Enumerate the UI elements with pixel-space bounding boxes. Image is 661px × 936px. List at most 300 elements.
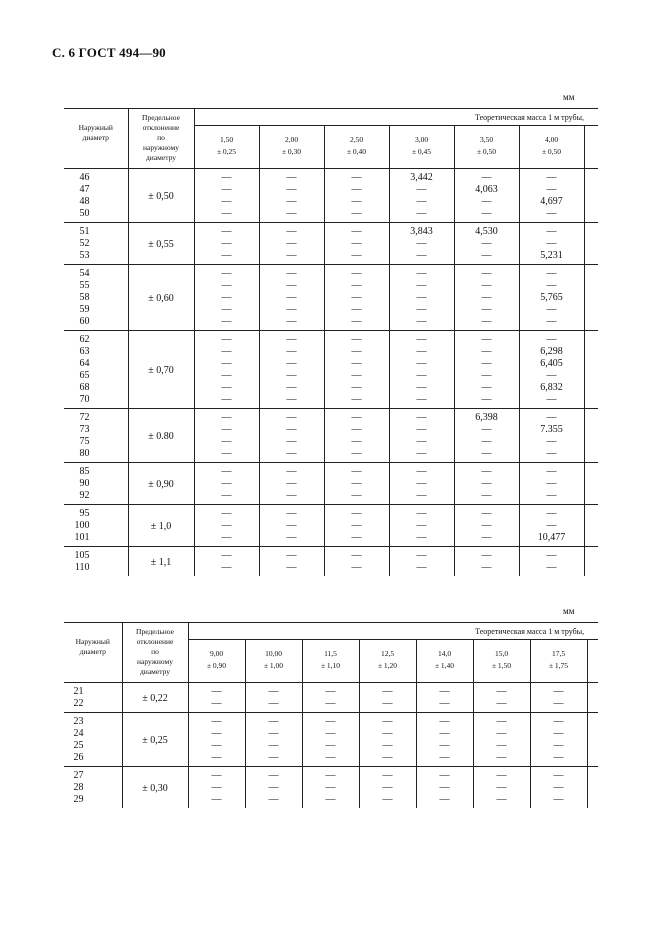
mass-value: — bbox=[416, 280, 427, 291]
mass-value: — bbox=[416, 304, 427, 315]
mass-value: — bbox=[286, 238, 297, 249]
column-wall-thickness: 9,00 bbox=[209, 649, 224, 658]
spare-cell bbox=[584, 547, 598, 577]
diameter-value: 101 bbox=[74, 532, 90, 543]
mass-value: — bbox=[351, 334, 362, 345]
mass-cell bbox=[194, 223, 259, 265]
header-tolerance-label: Предельное отклонение по наружному диаметру bbox=[136, 627, 174, 676]
mass-value: — bbox=[286, 394, 297, 405]
mass-value: — bbox=[496, 728, 507, 739]
diameter-cell bbox=[64, 767, 122, 809]
mass-value: — bbox=[286, 532, 297, 543]
mass-cell bbox=[188, 683, 245, 713]
column-head bbox=[259, 126, 324, 169]
mass-cell bbox=[416, 713, 473, 767]
column-wall-thickness: 10,00 bbox=[265, 649, 282, 658]
mass-cell bbox=[473, 767, 530, 809]
diameter-value: 54 bbox=[79, 268, 90, 279]
mass-value: — bbox=[351, 250, 362, 261]
column-wall-tolerance: ± 0,50 bbox=[541, 147, 562, 156]
diameter-value: 47 bbox=[79, 184, 90, 195]
column-wall-tolerance: ± 0,30 bbox=[281, 147, 302, 156]
table-row-group bbox=[64, 265, 598, 331]
mass-cell bbox=[259, 169, 324, 223]
mass-value: — bbox=[286, 448, 297, 459]
mass-value: — bbox=[286, 478, 297, 489]
mass-cell bbox=[259, 331, 324, 409]
column-head-spare bbox=[584, 126, 598, 169]
diameter-cell bbox=[64, 683, 122, 713]
diameter-value: 85 bbox=[79, 466, 90, 477]
mass-value: — bbox=[546, 268, 557, 279]
mass-value: — bbox=[382, 740, 393, 751]
diameter-value: 26 bbox=[73, 752, 84, 763]
mass-cell bbox=[324, 169, 389, 223]
mass-value: — bbox=[351, 208, 362, 219]
diameter-value: 72 bbox=[79, 412, 90, 423]
diameter-value: 51 bbox=[79, 226, 90, 237]
mass-cell bbox=[389, 505, 454, 547]
mass-cell bbox=[194, 331, 259, 409]
mass-value: — bbox=[481, 208, 492, 219]
mass-cell bbox=[359, 683, 416, 713]
diameter-value: 22 bbox=[73, 698, 84, 709]
mass-value: — bbox=[382, 782, 393, 793]
mass-value: — bbox=[546, 316, 557, 327]
column-head bbox=[194, 126, 259, 169]
mass-value: — bbox=[221, 184, 232, 195]
mass-value: — bbox=[416, 208, 427, 219]
mass-value: — bbox=[481, 316, 492, 327]
column-wall-thickness: 2,50 bbox=[349, 135, 364, 144]
mass-value: 7.355 bbox=[540, 424, 563, 435]
mass-cell bbox=[245, 713, 302, 767]
mass-value: — bbox=[439, 698, 450, 709]
mass-value: — bbox=[351, 532, 362, 543]
mass-value: — bbox=[416, 250, 427, 261]
mass-value: — bbox=[268, 782, 279, 793]
spare-cell bbox=[584, 265, 598, 331]
table-1 bbox=[64, 108, 598, 576]
mass-value: — bbox=[416, 334, 427, 345]
header-diameter-label: Наружный диаметр bbox=[78, 123, 113, 142]
mass-value: — bbox=[416, 508, 427, 519]
diameter-value: 58 bbox=[79, 292, 90, 303]
mass-value: — bbox=[481, 448, 492, 459]
mass-value: — bbox=[382, 686, 393, 697]
mass-value: — bbox=[221, 208, 232, 219]
mass-value: — bbox=[546, 550, 557, 561]
mass-cell bbox=[194, 169, 259, 223]
mass-cell bbox=[519, 169, 584, 223]
mass-value: — bbox=[416, 520, 427, 531]
mass-value: — bbox=[416, 346, 427, 357]
mass-value: — bbox=[221, 508, 232, 519]
mass-value: — bbox=[286, 208, 297, 219]
mass-value: — bbox=[546, 208, 557, 219]
mass-cell bbox=[454, 463, 519, 505]
mass-value: — bbox=[268, 728, 279, 739]
column-wall-thickness: 1,50 bbox=[219, 135, 234, 144]
table-2 bbox=[64, 622, 598, 808]
mass-value: — bbox=[351, 394, 362, 405]
mass-cell bbox=[359, 713, 416, 767]
mass-value: — bbox=[439, 770, 450, 781]
column-wall-tolerance: ± 1,20 bbox=[377, 661, 398, 670]
mass-value: — bbox=[481, 466, 492, 477]
mass-value: — bbox=[351, 184, 362, 195]
mass-cell bbox=[259, 265, 324, 331]
mass-value: — bbox=[286, 304, 297, 315]
mass-value: — bbox=[496, 782, 507, 793]
mass-cell bbox=[454, 547, 519, 577]
mass-value: — bbox=[221, 448, 232, 459]
table-row-group bbox=[64, 767, 598, 809]
mass-cell bbox=[302, 767, 359, 809]
mass-value: — bbox=[553, 794, 564, 805]
mass-value: — bbox=[351, 268, 362, 279]
mass-cell bbox=[324, 547, 389, 577]
mass-value: — bbox=[481, 394, 492, 405]
mass-value: 6,832 bbox=[540, 382, 563, 393]
column-wall-tolerance: ± 1,40 bbox=[434, 661, 455, 670]
mass-value: — bbox=[553, 752, 564, 763]
mass-cell bbox=[530, 713, 587, 767]
mass-cell bbox=[194, 265, 259, 331]
mass-value: — bbox=[546, 436, 557, 447]
mass-value: — bbox=[221, 292, 232, 303]
mass-value: — bbox=[481, 562, 492, 573]
mass-value: — bbox=[221, 550, 232, 561]
mass-cell bbox=[259, 505, 324, 547]
table-1-unit: мм bbox=[563, 92, 575, 102]
mass-value: — bbox=[481, 508, 492, 519]
mass-cell bbox=[324, 409, 389, 463]
column-head bbox=[188, 640, 245, 683]
mass-value: — bbox=[325, 794, 336, 805]
column-wall-tolerance: ± 0,25 bbox=[216, 147, 237, 156]
mass-cell bbox=[416, 683, 473, 713]
mass-value: — bbox=[416, 412, 427, 423]
mass-value: — bbox=[546, 172, 557, 183]
diameter-cell bbox=[64, 505, 128, 547]
mass-value: — bbox=[211, 782, 222, 793]
mass-value: — bbox=[481, 238, 492, 249]
mass-value: — bbox=[221, 346, 232, 357]
mass-value: — bbox=[546, 490, 557, 501]
mass-value: — bbox=[481, 478, 492, 489]
mass-value: — bbox=[221, 436, 232, 447]
mass-cell bbox=[245, 767, 302, 809]
column-head bbox=[389, 126, 454, 169]
header-diameter bbox=[64, 623, 122, 683]
diameter-cell bbox=[64, 265, 128, 331]
column-wall-tolerance: ± 0,40 bbox=[346, 147, 367, 156]
column-head bbox=[416, 640, 473, 683]
mass-cell bbox=[454, 331, 519, 409]
column-head bbox=[454, 126, 519, 169]
mass-value: — bbox=[325, 686, 336, 697]
mass-value: — bbox=[211, 752, 222, 763]
header-mass-title: Теоретическая масса 1 м трубы, bbox=[194, 109, 598, 126]
diameter-value: 21 bbox=[73, 686, 84, 697]
mass-value: — bbox=[546, 184, 557, 195]
mass-value: — bbox=[553, 740, 564, 751]
mass-value: — bbox=[416, 478, 427, 489]
mass-value: — bbox=[325, 698, 336, 709]
mass-cell bbox=[530, 767, 587, 809]
header-mass-title: Теоретическая масса 1 м трубы, bbox=[188, 623, 598, 640]
mass-value: — bbox=[325, 782, 336, 793]
mass-cell bbox=[389, 265, 454, 331]
tolerance-cell: ± 0.80 bbox=[128, 409, 194, 463]
mass-cell bbox=[389, 463, 454, 505]
mass-value: — bbox=[416, 316, 427, 327]
spare-cell bbox=[587, 767, 598, 809]
mass-value: — bbox=[416, 532, 427, 543]
mass-value: — bbox=[211, 728, 222, 739]
mass-value: — bbox=[553, 770, 564, 781]
table-row-group bbox=[64, 713, 598, 767]
mass-value: — bbox=[481, 280, 492, 291]
mass-value: — bbox=[496, 770, 507, 781]
column-head bbox=[324, 126, 389, 169]
mass-value: — bbox=[286, 412, 297, 423]
mass-value: — bbox=[481, 268, 492, 279]
mass-value: — bbox=[221, 304, 232, 315]
diameter-cell bbox=[64, 169, 128, 223]
mass-value: — bbox=[481, 490, 492, 501]
mass-value: — bbox=[481, 196, 492, 207]
mass-cell bbox=[324, 505, 389, 547]
mass-value: 5,231 bbox=[540, 250, 563, 261]
tolerance-cell: ± 0,60 bbox=[128, 265, 194, 331]
mass-cell bbox=[473, 713, 530, 767]
mass-value: — bbox=[286, 268, 297, 279]
mass-cell bbox=[324, 223, 389, 265]
mass-value: — bbox=[286, 490, 297, 501]
mass-value: — bbox=[416, 424, 427, 435]
mass-value: — bbox=[351, 382, 362, 393]
diameter-value: 100 bbox=[74, 520, 90, 531]
diameter-value: 23 bbox=[73, 716, 84, 727]
mass-value: — bbox=[286, 250, 297, 261]
column-wall-thickness: 3,50 bbox=[479, 135, 494, 144]
mass-value: — bbox=[481, 250, 492, 261]
mass-value: — bbox=[325, 752, 336, 763]
mass-value: — bbox=[351, 226, 362, 237]
mass-value: — bbox=[481, 370, 492, 381]
mass-value: — bbox=[286, 334, 297, 345]
table-row-group bbox=[64, 409, 598, 463]
mass-value: — bbox=[221, 412, 232, 423]
tolerance-cell: ± 0,50 bbox=[128, 169, 194, 223]
column-head bbox=[245, 640, 302, 683]
header-tolerance-label: Предельное отклонение по наружному диаметру bbox=[142, 113, 180, 162]
mass-value: — bbox=[546, 280, 557, 291]
mass-value: — bbox=[439, 752, 450, 763]
mass-value: — bbox=[496, 716, 507, 727]
diameter-cell bbox=[64, 223, 128, 265]
diameter-value: 65 bbox=[79, 370, 90, 381]
mass-value: — bbox=[481, 334, 492, 345]
mass-value: — bbox=[439, 686, 450, 697]
mass-value: — bbox=[268, 770, 279, 781]
spare-cell bbox=[584, 463, 598, 505]
mass-value: — bbox=[286, 508, 297, 519]
diameter-value: 90 bbox=[79, 478, 90, 489]
mass-cell bbox=[194, 505, 259, 547]
mass-value: — bbox=[351, 478, 362, 489]
diameter-value: 50 bbox=[79, 208, 90, 219]
diameter-cell bbox=[64, 463, 128, 505]
mass-value: — bbox=[221, 358, 232, 369]
mass-value: — bbox=[416, 358, 427, 369]
spare-cell bbox=[584, 505, 598, 547]
mass-cell bbox=[389, 169, 454, 223]
mass-value: — bbox=[546, 370, 557, 381]
mass-value: — bbox=[221, 316, 232, 327]
mass-value: — bbox=[286, 424, 297, 435]
mass-value: — bbox=[286, 520, 297, 531]
mass-value: — bbox=[382, 770, 393, 781]
mass-value: — bbox=[221, 196, 232, 207]
mass-value: 6,398 bbox=[475, 412, 498, 423]
table-row-group bbox=[64, 505, 598, 547]
diameter-value: 110 bbox=[74, 562, 90, 573]
diameter-value: 59 bbox=[79, 304, 90, 315]
mass-value: — bbox=[481, 382, 492, 393]
mass-value: — bbox=[286, 280, 297, 291]
mass-value: — bbox=[268, 752, 279, 763]
mass-value: — bbox=[221, 334, 232, 345]
mass-value: — bbox=[211, 740, 222, 751]
mass-cell bbox=[188, 767, 245, 809]
mass-value: — bbox=[496, 686, 507, 697]
mass-value: — bbox=[221, 520, 232, 531]
mass-cell bbox=[359, 767, 416, 809]
mass-value: — bbox=[221, 370, 232, 381]
mass-value: — bbox=[416, 238, 427, 249]
mass-value: — bbox=[221, 532, 232, 543]
mass-value: — bbox=[221, 172, 232, 183]
mass-value: — bbox=[439, 728, 450, 739]
mass-value: — bbox=[211, 716, 222, 727]
mass-value: — bbox=[221, 466, 232, 477]
header-diameter-label: Наружный диаметр bbox=[75, 637, 110, 656]
mass-value: — bbox=[481, 346, 492, 357]
mass-cell bbox=[194, 547, 259, 577]
diameter-value: 92 bbox=[79, 490, 90, 501]
mass-value: — bbox=[325, 716, 336, 727]
table-row-group bbox=[64, 463, 598, 505]
mass-value: 4,530 bbox=[475, 226, 498, 237]
mass-value: — bbox=[351, 238, 362, 249]
mass-value: — bbox=[221, 424, 232, 435]
header-diameter bbox=[64, 109, 128, 169]
mass-cell bbox=[454, 265, 519, 331]
spare-cell bbox=[584, 409, 598, 463]
mass-value: — bbox=[351, 490, 362, 501]
mass-value: — bbox=[546, 466, 557, 477]
mass-value: — bbox=[481, 436, 492, 447]
tolerance-cell: ± 0,90 bbox=[128, 463, 194, 505]
mass-value: — bbox=[221, 280, 232, 291]
mass-cell bbox=[324, 331, 389, 409]
mass-value: — bbox=[286, 436, 297, 447]
mass-value: 6,405 bbox=[540, 358, 563, 369]
mass-value: — bbox=[286, 172, 297, 183]
mass-value: — bbox=[439, 716, 450, 727]
column-wall-tolerance: ± 0,50 bbox=[476, 147, 497, 156]
spare-cell bbox=[584, 331, 598, 409]
diameter-value: 60 bbox=[79, 316, 90, 327]
mass-value: — bbox=[221, 250, 232, 261]
mass-value: — bbox=[286, 466, 297, 477]
diameter-value: 46 bbox=[79, 172, 90, 183]
mass-value: — bbox=[546, 562, 557, 573]
mass-value: — bbox=[325, 770, 336, 781]
mass-cell bbox=[324, 463, 389, 505]
mass-value: — bbox=[481, 358, 492, 369]
header-tolerance bbox=[122, 623, 188, 683]
diameter-value: 27 bbox=[73, 770, 84, 781]
mass-cell bbox=[519, 505, 584, 547]
mass-cell bbox=[194, 463, 259, 505]
column-head bbox=[530, 640, 587, 683]
mass-value: — bbox=[286, 196, 297, 207]
diameter-value: 25 bbox=[73, 740, 84, 751]
mass-value: 3,442 bbox=[410, 172, 433, 183]
column-wall-thickness: 12,5 bbox=[380, 649, 395, 658]
mass-value: — bbox=[546, 334, 557, 345]
mass-value: — bbox=[221, 562, 232, 573]
diameter-value: 105 bbox=[74, 550, 90, 561]
tolerance-cell: ± 0,55 bbox=[128, 223, 194, 265]
mass-value: — bbox=[439, 782, 450, 793]
mass-cell bbox=[389, 409, 454, 463]
column-wall-thickness: 3,00 bbox=[414, 135, 429, 144]
mass-cell bbox=[302, 713, 359, 767]
mass-value: — bbox=[286, 316, 297, 327]
mass-value: — bbox=[496, 752, 507, 763]
diameter-value: 95 bbox=[79, 508, 90, 519]
mass-value: — bbox=[351, 412, 362, 423]
mass-cell bbox=[519, 547, 584, 577]
mass-value: — bbox=[546, 478, 557, 489]
spare-cell bbox=[587, 713, 598, 767]
mass-cell bbox=[194, 409, 259, 463]
mass-value: — bbox=[496, 794, 507, 805]
mass-value: — bbox=[546, 520, 557, 531]
mass-value: — bbox=[351, 292, 362, 303]
diameter-value: 73 bbox=[79, 424, 90, 435]
mass-value: — bbox=[481, 520, 492, 531]
tolerance-cell: ± 0,30 bbox=[122, 767, 188, 809]
mass-cell bbox=[454, 223, 519, 265]
mass-value: — bbox=[211, 794, 222, 805]
mass-value: — bbox=[268, 794, 279, 805]
diameter-cell bbox=[64, 547, 128, 577]
mass-value: — bbox=[211, 698, 222, 709]
mass-value: 6,298 bbox=[540, 346, 563, 357]
mass-cell bbox=[259, 223, 324, 265]
column-head-spare bbox=[587, 640, 598, 683]
mass-value: — bbox=[286, 184, 297, 195]
mass-value: — bbox=[553, 716, 564, 727]
mass-value: — bbox=[221, 478, 232, 489]
mass-cell bbox=[389, 547, 454, 577]
